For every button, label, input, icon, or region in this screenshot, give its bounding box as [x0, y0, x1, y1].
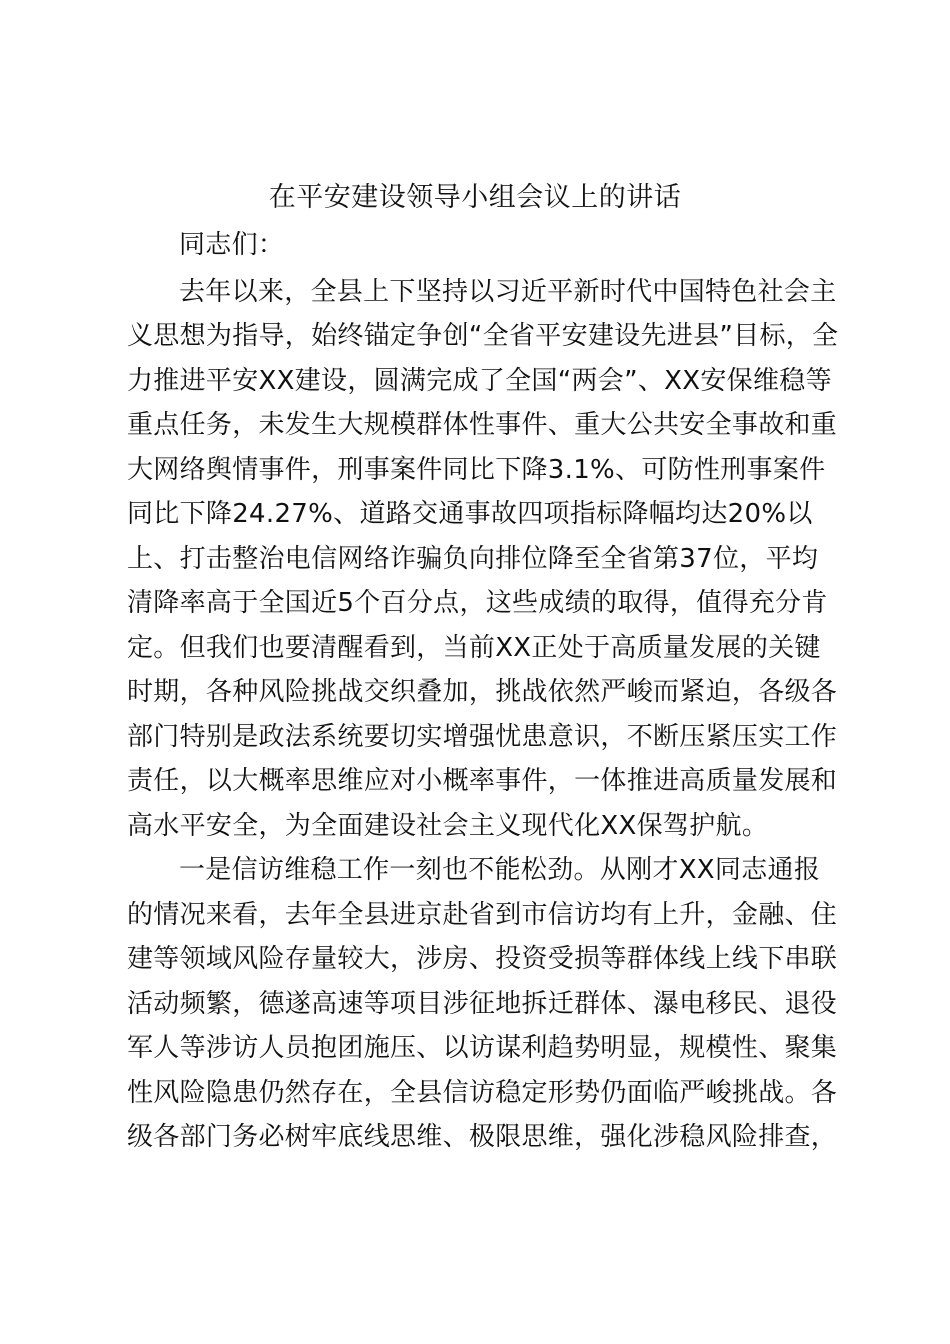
- paragraph-line: 大网络舆情事件，刑事案件同比下降3.1%、可防性刑事案件: [127, 455, 826, 485]
- paragraph-line: 级各部门务必树牢底线思维、极限思维，强化涉稳风险排查，: [127, 1122, 838, 1152]
- paragraph-line: 建等领域风险存量较大，涉房、投资受损等群体线上线下串联: [127, 944, 838, 974]
- paragraph-line: 定。但我们也要清醒看到，当前XX正处于高质量发展的关键: [127, 633, 821, 663]
- paragraph-line: 一是信访维稳工作一刻也不能松劲。从刚才XX同志通报: [179, 855, 821, 885]
- paragraph-line: 高水平安全，为全面建设社会主义现代化XX保驾护航。: [127, 811, 769, 841]
- paragraph-line: 责任，以大概率思维应对小概率事件，一体推进高质量发展和: [127, 766, 838, 796]
- paragraph-line: 义思想为指导，始终锚定争创“全省平安建设先进县”目标，全: [127, 321, 839, 351]
- paragraph-line: 部门特别是政法系统要切实增强忧患意识，不断压紧压实工作: [127, 722, 838, 752]
- paragraph-line: 活动频繁，德遂高速等项目涉征地拆迁群体、瀑电移民、退役: [127, 989, 838, 1019]
- paragraph-line: 同比下降24.27%、道路交通事故四项指标降幅均达20%以: [127, 499, 813, 529]
- paragraph-line: 上、打击整治电信网络诈骗负向排位降至全省第37位，平均: [127, 544, 819, 574]
- paragraph-line: 时期，各种风险挑战交织叠加，挑战依然严峻而紧迫，各级各: [127, 677, 838, 707]
- paragraph-line: 性风险隐患仍然存在，全县信访稳定形势仍面临严峻挑战。各: [127, 1078, 838, 1108]
- document-title: 在平安建设领导小组会议上的讲话: [268, 182, 682, 213]
- paragraph-line: 的情况来看，去年全县进京赴省到市信访均有上升，金融、住: [127, 900, 838, 930]
- paragraph-line: 军人等涉访人员抱团施压、以访谋利趋势明显，规模性、聚集: [127, 1033, 838, 1063]
- paragraph-line: 去年以来，全县上下坚持以习近平新时代中国特色社会主: [179, 277, 837, 307]
- paragraph-line: 清降率高于全国近5个百分点，这些成绩的取得，值得充分肯: [127, 588, 828, 618]
- paragraph-line: 力推进平安XX建设，圆满完成了全国“两会”、XX安保维稳等: [127, 366, 832, 396]
- paragraph-line: 重点任务，未发生大规模群体性事件、重大公共安全事故和重: [127, 410, 838, 440]
- salutation: 同志们：: [179, 230, 285, 260]
